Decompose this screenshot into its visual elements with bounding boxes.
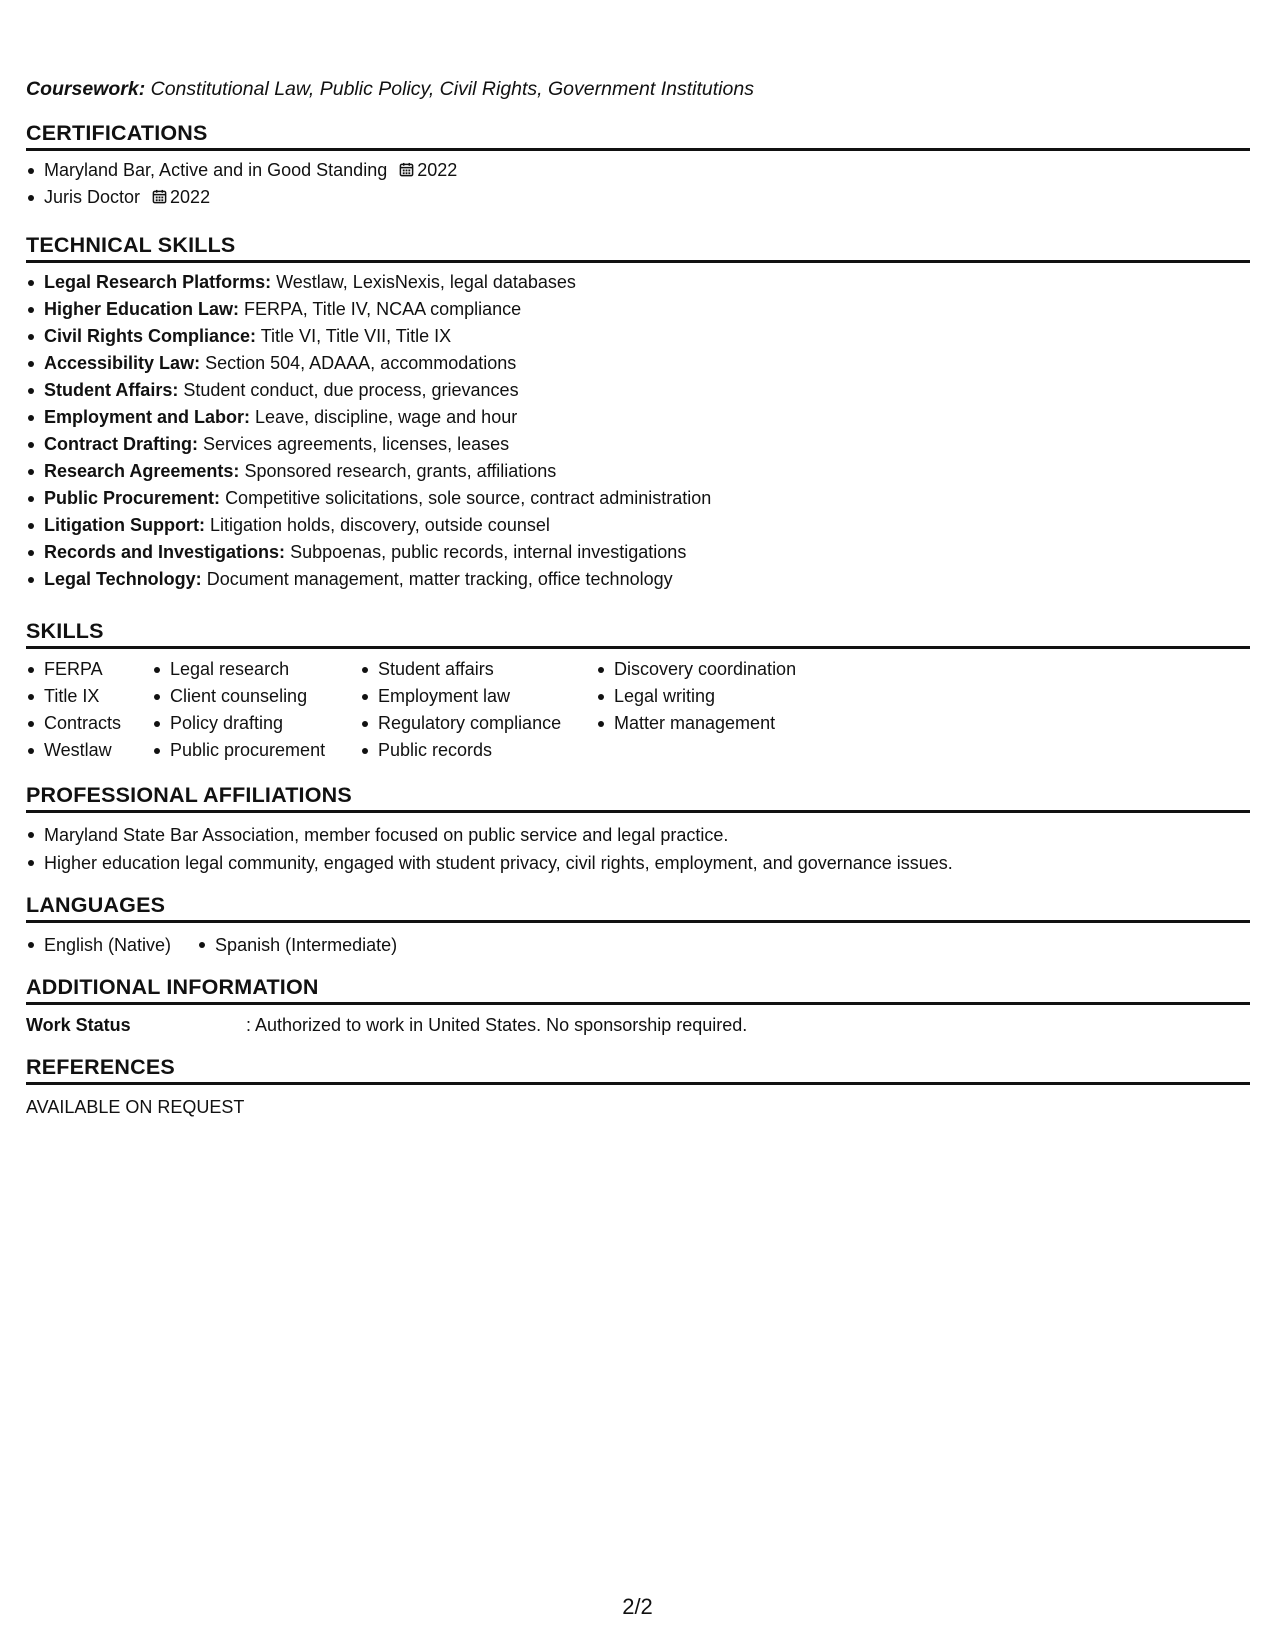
skills-column [152, 656, 360, 764]
technical-skill-label: Contract Drafting: [44, 434, 198, 454]
skills-grid [26, 649, 1250, 764]
references-text: AVAILABLE ON REQUEST [26, 1097, 245, 1117]
technical-skill-label: Student Affairs: [44, 380, 179, 400]
technical-skill-item [26, 539, 1250, 566]
references-heading: REFERENCES [26, 1052, 1250, 1085]
skill-item: Legal research [152, 656, 360, 683]
skill-item: Public records [360, 737, 596, 764]
skills-column [26, 656, 152, 764]
affiliations-section [26, 780, 1250, 877]
technical-skill-item [26, 566, 1250, 593]
page-number: 2/2 [622, 1594, 653, 1619]
work-status-label: Work Status [26, 1015, 131, 1035]
technical-skill-item [26, 323, 1250, 350]
technical-skill-value: Sponsored research, grants, affiliations [244, 461, 557, 481]
technical-skill-value: Westlaw, LexisNexis, legal databases [276, 272, 576, 292]
certification-item [26, 157, 1250, 184]
technical-skill-item [26, 377, 1250, 404]
coursework-text: Constitutional Law, Public Policy, Civil Rights, Government Institutions [150, 78, 754, 100]
skill-item: Discovery coordination [596, 656, 856, 683]
skill-item: Student affairs [360, 656, 596, 683]
coursework-line [26, 78, 754, 101]
technical-skill-value: Competitive solicitations, sole source, contract administration [225, 488, 712, 508]
calendar-icon [399, 162, 414, 177]
technical-skill-item [26, 269, 1250, 296]
affiliation-item: Maryland State Bar Association, member focused on public service and legal practice. [26, 821, 1250, 849]
technical-skill-label: Public Procurement: [44, 488, 221, 508]
technical-skill-label: Civil Rights Compliance: [44, 326, 257, 346]
technical-skill-item [26, 485, 1250, 512]
technical-skill-label: Legal Research Platforms: [44, 272, 272, 292]
language-item: Spanish (Intermediate) [197, 931, 397, 959]
skills-heading: SKILLS [26, 616, 1250, 649]
work-status-value: : Authorized to work in United States. No sponsorship required. [246, 1015, 748, 1035]
skill-item: Contracts [26, 710, 152, 737]
technical-skill-value: Student conduct, due process, grievances [183, 380, 519, 400]
certification-year: 2022 [417, 160, 458, 180]
technical-skill-item [26, 431, 1250, 458]
technical-skills-section [26, 230, 1250, 593]
technical-skill-value: Subpoenas, public records, internal investigations [290, 542, 687, 562]
skill-item: Regulatory compliance [360, 710, 596, 737]
coursework-label: Coursework: [26, 78, 146, 100]
additional-info-heading: ADDITIONAL INFORMATION [26, 972, 1250, 1005]
technical-skill-label: Higher Education Law: [44, 299, 240, 319]
language-item: English (Native) [26, 931, 171, 959]
skills-column [360, 656, 596, 764]
skills-section [26, 616, 1250, 764]
skill-item: Title IX [26, 683, 152, 710]
affiliations-list [26, 813, 1250, 877]
skill-item: FERPA [26, 656, 152, 683]
technical-skill-label: Employment and Labor: [44, 407, 251, 427]
technical-skills-list [26, 263, 1250, 593]
additional-info-section [26, 972, 1250, 1039]
calendar-icon [152, 189, 167, 204]
technical-skill-value: Section 504, ADAAA, accommodations [205, 353, 517, 373]
technical-skill-item [26, 458, 1250, 485]
technical-skill-label: Accessibility Law: [44, 353, 201, 373]
languages-heading: LANGUAGES [26, 890, 1250, 923]
skill-item: Client counseling [152, 683, 360, 710]
skill-item: Matter management [596, 710, 856, 737]
certification-item [26, 184, 1250, 211]
skill-item: Employment law [360, 683, 596, 710]
affiliations-heading: PROFESSIONAL AFFILIATIONS [26, 780, 1250, 813]
technical-skill-label: Legal Technology: [44, 569, 202, 589]
affiliation-item: Higher education legal community, engaged with student privacy, civil rights, employment, and governance issues. [26, 849, 1250, 877]
technical-skill-value: FERPA, Title IV, NCAA compliance [244, 299, 522, 319]
technical-skill-label: Litigation Support: [44, 515, 205, 535]
technical-skill-item [26, 296, 1250, 323]
technical-skill-value: Document management, matter tracking, office technology [206, 569, 673, 589]
technical-skill-value: Leave, discipline, wage and hour [255, 407, 518, 427]
certification-name: Maryland Bar, Active and in Good Standing [44, 160, 388, 180]
technical-skill-item [26, 512, 1250, 539]
technical-skills-heading: TECHNICAL SKILLS [26, 230, 1250, 263]
skill-item: Legal writing [596, 683, 856, 710]
work-status-row [26, 1005, 1250, 1039]
certifications-section [26, 118, 1250, 211]
skill-item: Policy drafting [152, 710, 360, 737]
certification-name: Juris Doctor [44, 187, 141, 207]
skills-column [596, 656, 856, 764]
certifications-list [26, 151, 1250, 211]
languages-section [26, 890, 1250, 959]
technical-skill-item [26, 350, 1250, 377]
skill-item: Westlaw [26, 737, 152, 764]
technical-skill-value: Services agreements, licenses, leases [203, 434, 510, 454]
references-section [26, 1052, 1250, 1120]
technical-skill-label: Records and Investigations: [44, 542, 286, 562]
technical-skill-item [26, 404, 1250, 431]
technical-skill-value: Litigation holds, discovery, outside counsel [209, 515, 550, 535]
certifications-heading: CERTIFICATIONS [26, 118, 1250, 151]
technical-skill-label: Research Agreements: [44, 461, 240, 481]
technical-skill-value: Title VI, Title VII, Title IX [260, 326, 452, 346]
skill-item: Public procurement [152, 737, 360, 764]
languages-list [26, 923, 1250, 959]
certification-year: 2022 [170, 187, 211, 207]
